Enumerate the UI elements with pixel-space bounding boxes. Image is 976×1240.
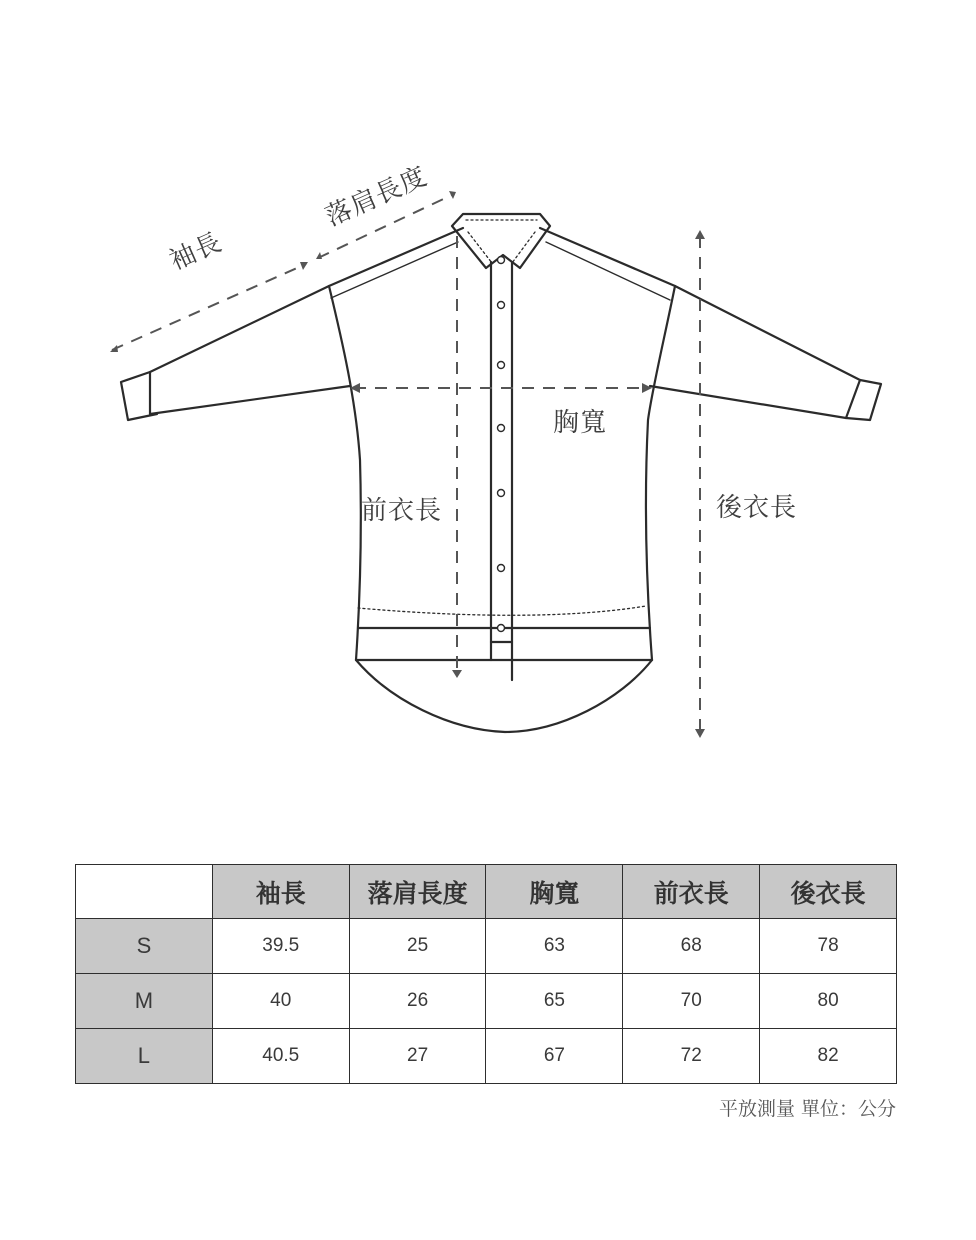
header-front-length: 前衣長 xyxy=(623,865,760,919)
right-sleeve xyxy=(650,286,860,418)
right-cuff xyxy=(846,380,881,420)
table-cell: 82 xyxy=(760,1029,897,1084)
table-cell: 80 xyxy=(760,974,897,1029)
table-cell: 27 xyxy=(349,1029,486,1084)
back-length-label: 後衣長 xyxy=(716,493,798,523)
left-sleeve xyxy=(150,286,350,414)
sleeve-length-line xyxy=(112,264,306,350)
header-back-length: 後衣長 xyxy=(760,865,897,919)
table-cell: 72 xyxy=(623,1029,760,1084)
buttons xyxy=(498,257,505,632)
chest-width-label: 胸寬 xyxy=(553,408,608,438)
sleeve-length-label: 袖長 xyxy=(165,227,227,277)
table-cell: 63 xyxy=(486,919,623,974)
size-label: L xyxy=(76,1029,213,1084)
table-cell: 78 xyxy=(760,919,897,974)
arrowheads xyxy=(110,191,705,738)
size-chart-table xyxy=(75,864,897,1084)
size-label: M xyxy=(76,974,213,1029)
measurement-note: 平放測量 單位：公分 xyxy=(718,1098,896,1120)
table-row xyxy=(76,919,897,974)
table-cell: 65 xyxy=(486,974,623,1029)
shirt-body-outline xyxy=(329,228,675,660)
table-cell: 25 xyxy=(349,919,486,974)
header-sleeve-length: 袖長 xyxy=(212,865,349,919)
table-header-row xyxy=(76,865,897,919)
table-cell: 40 xyxy=(212,974,349,1029)
header-shoulder-drop: 落肩長度 xyxy=(349,865,486,919)
back-hem xyxy=(356,660,652,732)
table-cell: 70 xyxy=(623,974,760,1029)
table-cell: 68 xyxy=(623,919,760,974)
table-cell: 67 xyxy=(486,1029,623,1084)
table-row xyxy=(76,974,897,1029)
placket xyxy=(491,262,512,642)
table-cell: 39.5 xyxy=(212,919,349,974)
table-corner-cell xyxy=(76,865,213,919)
front-length-label: 前衣長 xyxy=(361,496,443,526)
table-row xyxy=(76,1029,897,1084)
table-cell: 26 xyxy=(349,974,486,1029)
table-cell: 40.5 xyxy=(212,1029,349,1084)
size-label: S xyxy=(76,919,213,974)
header-chest-width: 胸寬 xyxy=(486,865,623,919)
shoulder-drop-label: 落肩長度 xyxy=(321,161,433,233)
